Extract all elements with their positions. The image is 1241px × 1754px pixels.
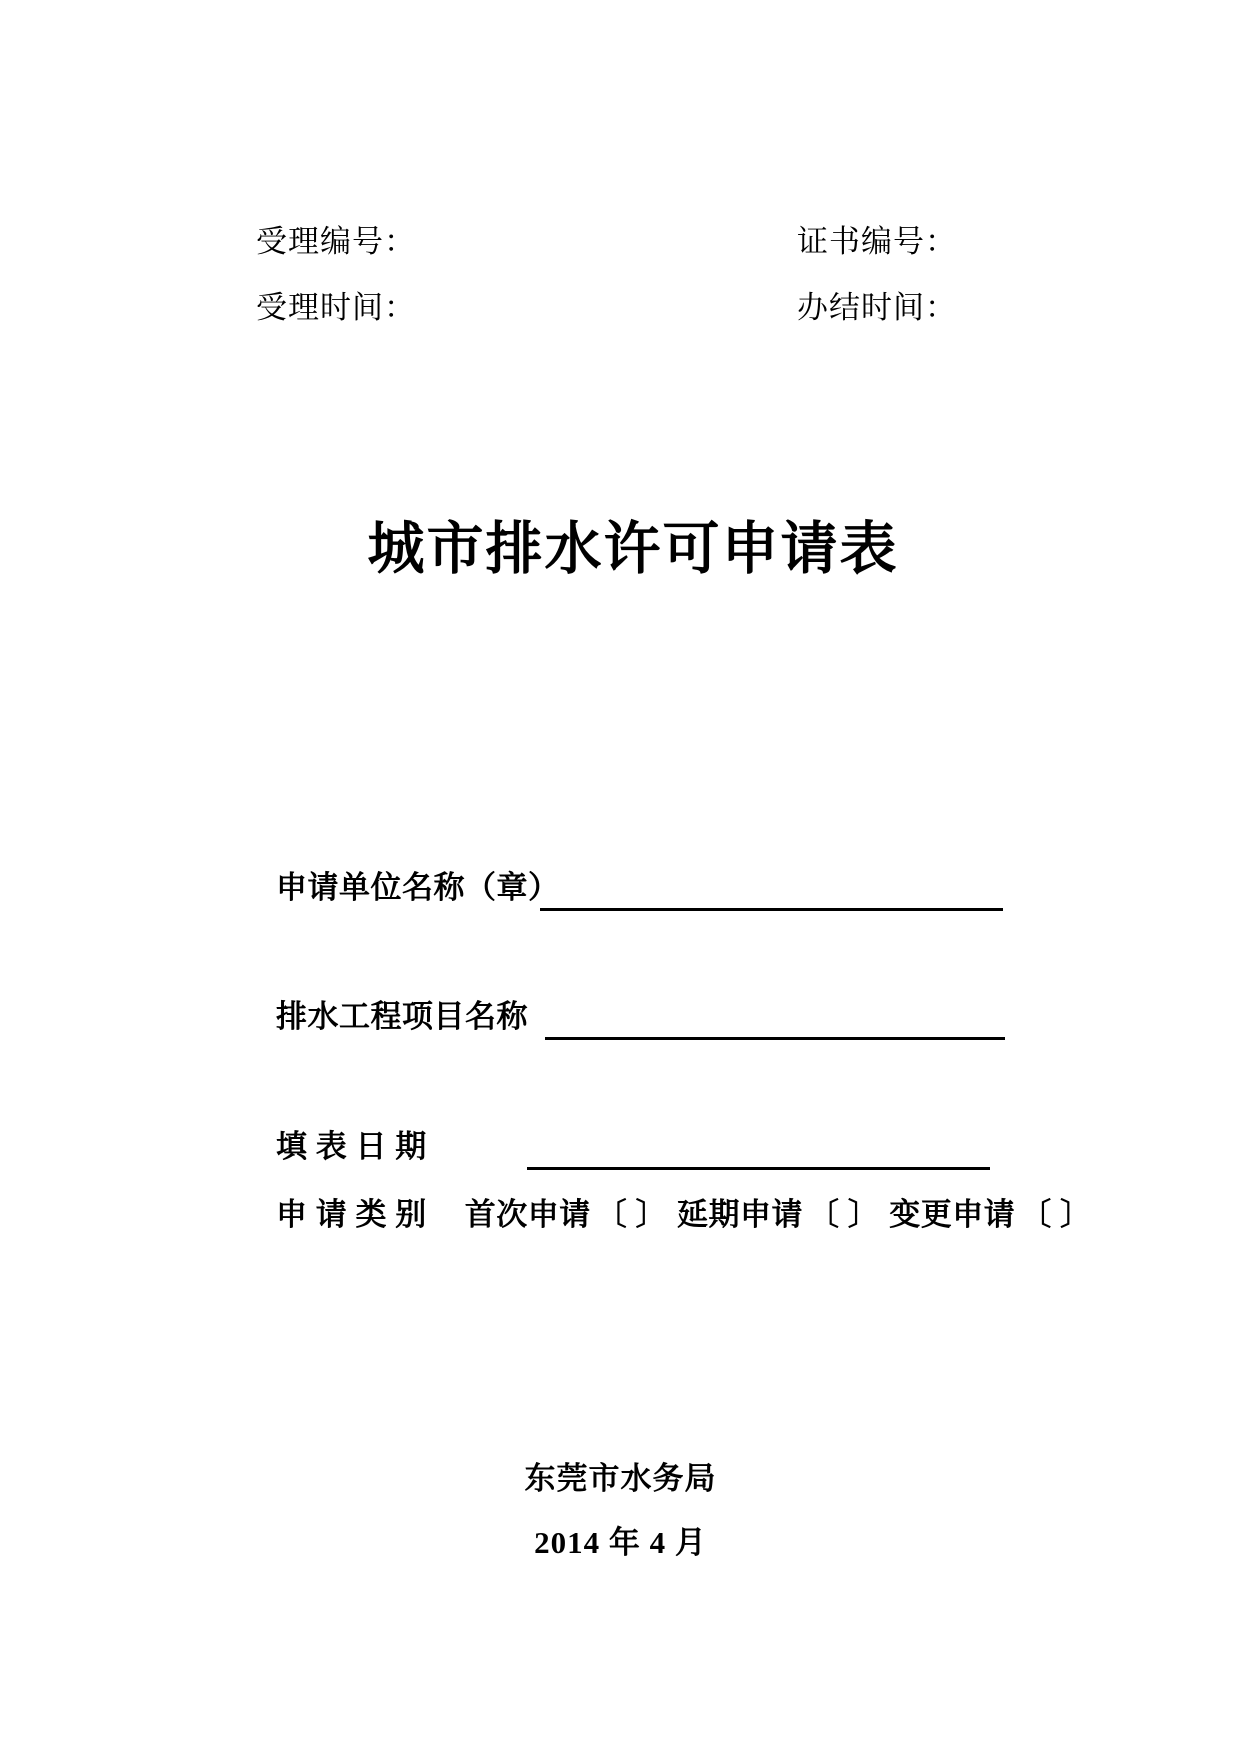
drainage-project-name-label: 排水工程项目名称 <box>276 999 528 1034</box>
applicant-unit-name-blank-line <box>540 908 1003 911</box>
issuing-organization: 东莞市水务局 <box>524 1461 717 1496</box>
application-category-options <box>465 1199 1092 1230</box>
fill-date-blank-line <box>527 1167 990 1170</box>
category-option-extension-label: 延期申请 <box>677 1197 803 1232</box>
category-option-change-checkbox: 〔 〕 <box>1020 1197 1092 1232</box>
acceptance-time-label: 受理时间： <box>256 290 416 325</box>
category-option-extension <box>677 1199 879 1230</box>
application-category-row <box>276 1199 1092 1230</box>
category-option-first <box>465 1199 667 1230</box>
issue-date: 2014 年 4 月 <box>534 1525 707 1560</box>
category-option-change-label: 变更申请 <box>889 1197 1016 1232</box>
category-option-first-checkbox: 〔 〕 <box>595 1197 667 1232</box>
application-category-label: 申 请 类 别 <box>276 1197 427 1232</box>
page-title: 城市排水许可申请表 <box>367 518 899 581</box>
certificate-number-label: 证书编号： <box>797 224 957 259</box>
drainage-project-name-blank-line <box>545 1037 1005 1040</box>
acceptance-number-label: 受理编号： <box>256 224 416 259</box>
completion-time-label: 办结时间： <box>797 290 957 325</box>
category-option-extension-checkbox: 〔 〕 <box>808 1197 880 1232</box>
category-option-change <box>889 1199 1091 1230</box>
fill-date-label: 填 表 日 期 <box>276 1129 427 1164</box>
applicant-unit-name-label: 申请单位名称（章） <box>276 870 560 905</box>
category-option-first-label: 首次申请 <box>464 1197 591 1232</box>
